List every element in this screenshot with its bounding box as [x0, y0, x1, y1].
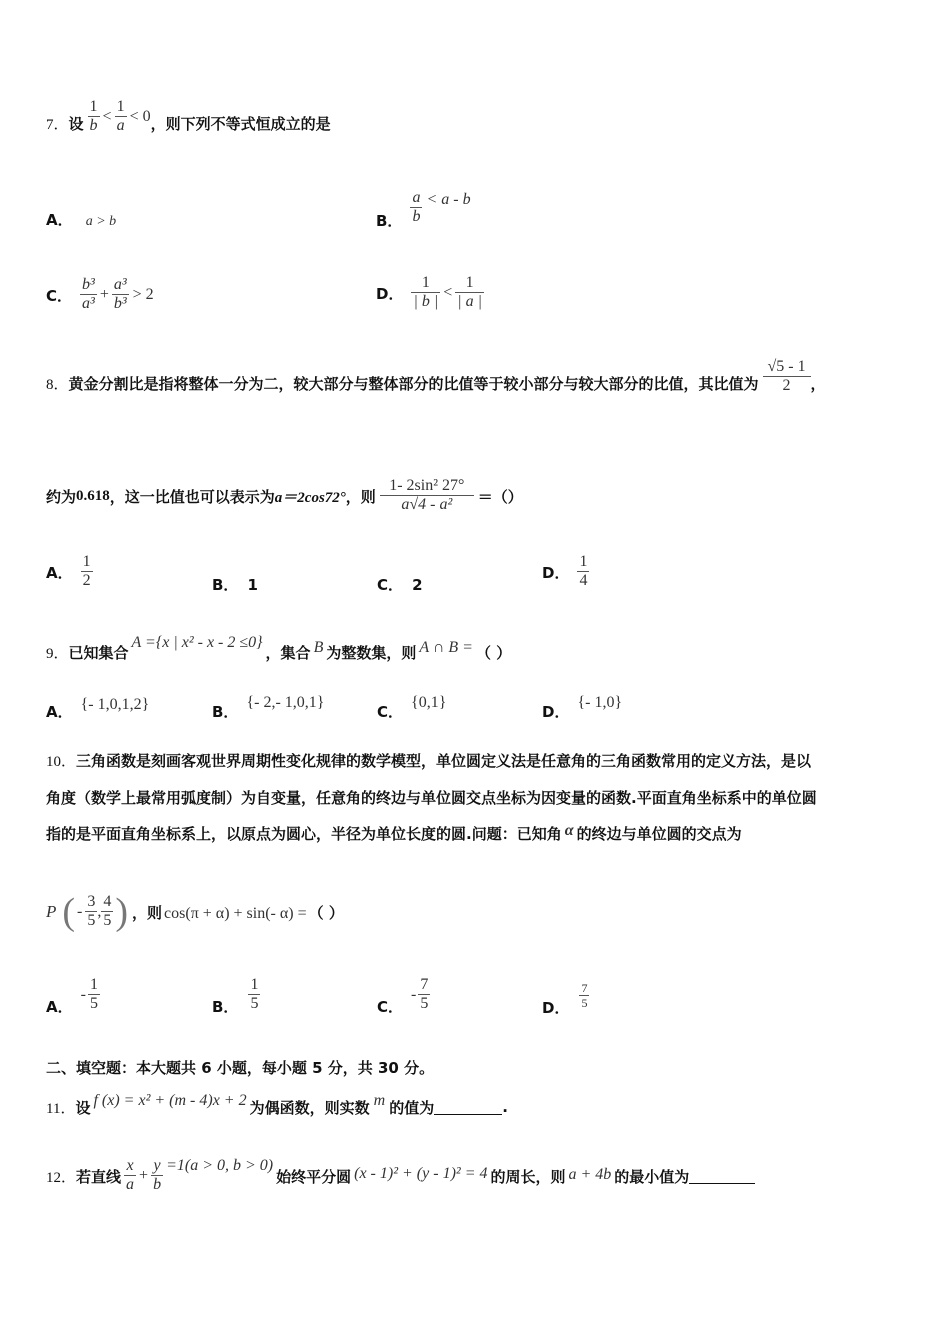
option-value: {- 1,0}	[577, 694, 623, 711]
question-number: 11．	[46, 1100, 76, 1117]
option-label: D．	[376, 284, 404, 303]
option-label: C．	[46, 286, 73, 305]
option-c[interactable]	[46, 272, 154, 318]
fraction: $\frac{1}{| a |}$	[457, 274, 483, 310]
option-a[interactable]	[46, 548, 93, 596]
question-number: 10．	[46, 754, 77, 770]
fraction: $\frac{1}{4}$	[579, 553, 588, 589]
option-a[interactable]	[46, 209, 116, 230]
option-value: 2	[412, 576, 423, 594]
option-d[interactable]	[376, 270, 484, 316]
question-12: 12． 若直线 $\frac{x}{a}$ + $\frac{y}{b}$ =1(a > 0, b > 0) 始终平分圆 (x - 1)² + (y - 1)² = 4 的周长，则 a + 4b 的最小值为	[46, 1150, 755, 1202]
option-label: C．	[377, 997, 404, 1016]
option-label: D．	[542, 703, 570, 721]
option-label: A．	[46, 211, 73, 229]
option-b[interactable]	[212, 971, 260, 1019]
option-expr: $\frac{a}{b}$ < a - b	[412, 189, 471, 225]
option-label: B．	[376, 211, 403, 230]
option-d[interactable]	[542, 973, 589, 1019]
option-expr: a > b	[85, 214, 117, 229]
point-p: P	[46, 902, 57, 921]
fraction: $\frac{1}{b}$	[89, 98, 98, 134]
answer-blank[interactable]	[434, 1100, 502, 1115]
question-stem: ，则下列不等式恒成立的是	[150, 114, 331, 133]
fraction: $\frac{7}{5}$	[581, 981, 588, 1010]
fraction: $\frac{1}{2}$	[82, 553, 91, 589]
option-label: C．	[377, 576, 404, 594]
fraction: $\frac{4}{5}$	[103, 893, 112, 929]
function-expr: f (x) = x² + (m - 4)x + 2	[93, 1092, 247, 1109]
question-10-expression: P ( - $\frac{3}{5}$ , $\frac{4}{5}$ ) ，则 cos(π + α) + sin(- α) = （ ）	[46, 891, 344, 933]
option-label: D．	[542, 563, 570, 582]
circle-equation: (x - 1)² + (y - 1)² = 4	[354, 1165, 488, 1182]
set-a-expr: A ={x | x² - x - 2 ≤0}	[131, 634, 263, 651]
set-b: B	[313, 639, 324, 656]
line-equation: $\frac{x}{a}$ + $\frac{y}{b}$ =1(a > 0, b > 0)	[126, 1157, 274, 1193]
expression-fraction: $\frac{\text{1- 2sin² 27°}}{\text{a√4 - a²}}$	[380, 478, 474, 514]
option-value: {- 2,- 1,0,1}	[246, 694, 325, 711]
option-expr: $\frac{1}{| b |}$ < $\frac{1}{| a |}$	[413, 274, 483, 310]
question-10-line3: 指的是平面直角坐标系上，以原点为圆心，半径为单位长度的圆.问题：已知角 α 的终边与单位圆的交点为	[46, 822, 742, 843]
fraction: $\frac{7}{5}$	[420, 976, 429, 1012]
option-label: A．	[46, 563, 73, 582]
option-b[interactable]	[212, 690, 324, 722]
question-text: 黄金分割比是指将整体一分为二，较大部分与整体部分的比值等于较小部分与较大部分的比值，其比值为	[68, 374, 759, 393]
option-c[interactable]	[377, 690, 446, 722]
option-label: D．	[542, 998, 570, 1017]
option-d[interactable]	[542, 548, 589, 596]
fraction: $\frac{1}{| b |}$	[413, 274, 439, 310]
option-c[interactable]	[377, 574, 423, 595]
question-number: 9．	[46, 645, 69, 662]
answer-blank[interactable]	[689, 1169, 755, 1184]
fraction: $\frac{1}{a}$	[116, 98, 125, 134]
question-10-line1: 10．三角函数是刻画客观世界周期性变化规律的数学模型，单位圆定义法是任意角的三角函数常用的定义方法，是以	[46, 752, 812, 770]
fraction: $\frac{x}{a}$	[126, 1157, 135, 1193]
option-expr: $\frac{\text{b³}}{\text{a³}}$ + $\frac{\text{a³}}{\text{b³}}$ > 2	[82, 276, 154, 312]
option-a[interactable]	[46, 690, 149, 722]
option-d[interactable]	[542, 690, 622, 722]
option-value: 1	[247, 576, 258, 594]
condition-inequality: $\frac{1}{b}$ < $\frac{1}{a}$ < 0	[89, 98, 151, 134]
option-c[interactable]: C． - $\frac{7}{5}$	[377, 976, 429, 1016]
question-number: 8．	[46, 376, 69, 393]
option-value: {0,1}	[411, 694, 447, 711]
question-number: 12．	[46, 1169, 77, 1186]
trig-expr: cos(π + α) + sin(- α) =	[164, 905, 307, 922]
fraction: $\frac{3}{5}$	[87, 893, 96, 929]
fraction: $\frac{y}{b}$	[153, 1157, 162, 1193]
question-10-line2: 角度（数学上最常用弧度制）为自变量，任意角的终边与单位圆交点坐标为因变量的函数.平面直角坐标系中的单位圆	[46, 789, 817, 807]
option-label: B．	[212, 576, 239, 594]
option-label: C．	[377, 703, 404, 721]
golden-ratio-fraction: $\frac{√5 - 1}{2}$	[763, 359, 811, 395]
fraction: $\frac{1}{5}$	[89, 976, 98, 1012]
question-10	[46, 743, 911, 853]
question-8-line2: 约为 0.618 ，这一比值也可以表示为 a＝2cos72° ，则 $\frac{\text{1- 2sin² 27°}}{\text{a√4 - a²}}$ ＝（）	[46, 477, 523, 513]
fraction: $\frac{\text{a³}}{\text{b³}}$	[113, 276, 127, 312]
section-heading: 二、填空题：本大题共 6 小题，每小题 5 分，共 30 分。	[46, 1059, 435, 1077]
option-a[interactable]: A． - $\frac{1}{5}$	[46, 976, 98, 1016]
alpha-symbol: α	[564, 822, 574, 839]
fraction: $\frac{1}{5}$	[250, 976, 259, 1012]
option-label: B．	[212, 997, 239, 1016]
option-label: A．	[46, 703, 73, 721]
option-label: B．	[212, 703, 239, 721]
intersection-expr: A ∩ B =	[419, 639, 473, 656]
option-label: A．	[46, 997, 73, 1016]
option-b[interactable]	[212, 574, 258, 595]
question-lead: 设	[68, 114, 84, 133]
option-value: {- 1,0,1,2}	[80, 696, 150, 713]
question-7	[46, 98, 331, 145]
question-8: 8． 黄金分割比是指将整体一分为二，较大部分与整体部分的比值等于较小部分与较大部分的比值，其比值为 $\frac{√5 - 1}{2}$ ，	[46, 358, 826, 394]
objective-expr: a + 4b	[568, 1166, 612, 1183]
question-9: 9． 已知集合 A ={x | x² - x - 2 ≤0} ，集合 B 为整数集，则 A ∩ B = （ ）	[46, 634, 512, 662]
fraction: $\frac{a}{b}$	[412, 189, 421, 225]
question-number: 7．	[46, 116, 69, 133]
option-b[interactable]	[376, 186, 471, 230]
question-11: 11． 设 f (x) = x² + (m - 4)x + 2 为偶函数，则实数 m 的值为 .	[46, 1092, 508, 1117]
fraction: $\frac{\text{b³}}{\text{a³}}$	[82, 276, 95, 312]
variable-m: m	[373, 1092, 386, 1109]
